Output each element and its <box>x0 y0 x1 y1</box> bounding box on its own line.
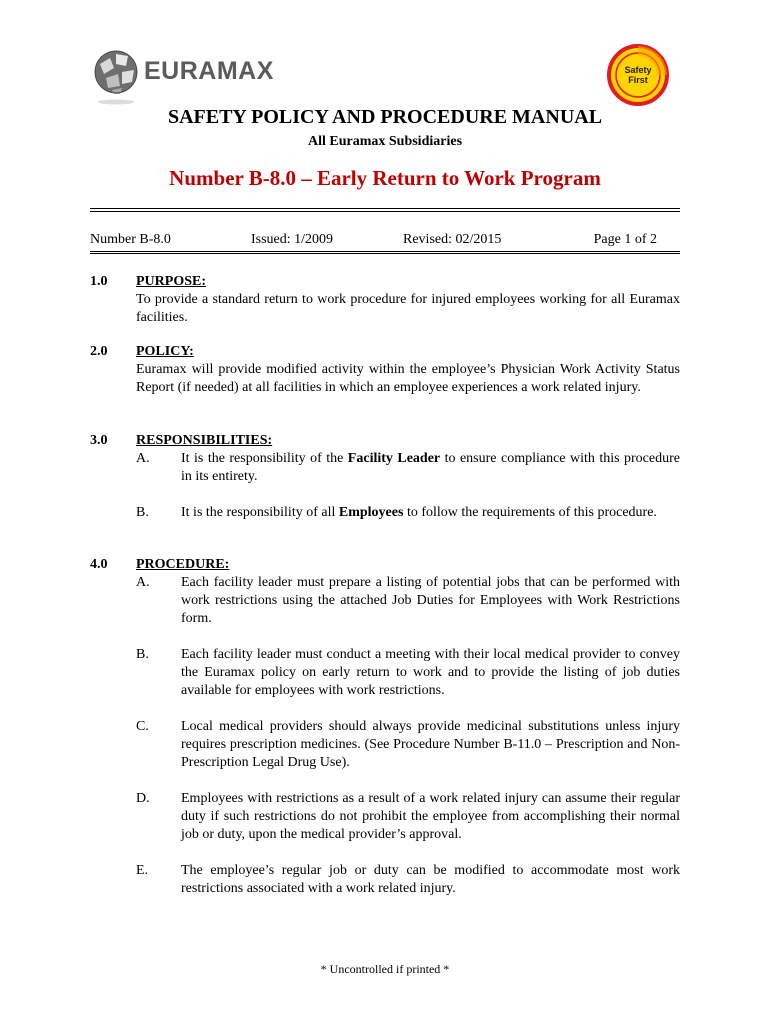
section-heading: RESPONSIBILITIES: <box>136 433 273 448</box>
role-facility-leader: Facility Leader <box>347 451 441 466</box>
meta-page: Page 1 of 2 <box>593 232 657 247</box>
document-title: Number B-8.0 – Early Return to Work Program <box>169 166 601 190</box>
item-letter: B. <box>136 647 149 662</box>
brand-name: EURAMAX <box>144 57 274 85</box>
item-text: Each facility leader must prepare a listing of potential jobs that can be performed with work restrictions using the attached Job Duties for Employees with Work Restrictions form. <box>181 575 680 626</box>
item-text: Employees with restrictions as a result of a work related injury can assume their regular duty if such restrictions do not prohibit the employee from accomplishing their normal job or duty, upon the medical provider’s approval. <box>181 791 680 842</box>
document-meta-row <box>90 232 680 252</box>
item-letter: D. <box>136 791 150 806</box>
list-item <box>136 718 680 772</box>
safety-first-badge-icon <box>607 44 669 106</box>
section-text: Euramax will provide modified activity within the employee’s Physician Work Activity Status Report (if needed) at all facilities in which an employee experiences a work related injury. <box>136 362 680 395</box>
list-item <box>136 574 680 628</box>
section-responsibilities <box>90 432 680 522</box>
item-text: Local medical providers should always provide medicinal substitutions unless injury requires prescription medicines. (See Procedure Number B-11.0 – Prescription and Non-Prescription Legal Drug Use). <box>181 719 680 770</box>
euramax-logo <box>92 44 274 106</box>
section-heading: PURPOSE: <box>136 274 206 289</box>
item-text: It is the responsibility of all Employees to follow the requirements of this procedure. <box>181 505 657 520</box>
globe-logo-icon <box>92 44 142 106</box>
list-item <box>136 646 680 700</box>
footer-note: * Uncontrolled if printed * <box>320 962 450 976</box>
meta-issued: Issued: 1/2009 <box>251 232 334 247</box>
item-text: Each facility leader must conduct a meeting with their local medical provider to convey the Euramax policy on early return to work and to provide the listing of job duties available for employees with work restrictions. <box>181 647 680 698</box>
manual-subtitle: All Euramax Subsidiaries <box>307 134 463 149</box>
list-item <box>136 504 680 522</box>
section-procedure <box>90 556 680 898</box>
list-item <box>136 450 680 486</box>
list-item <box>136 862 680 898</box>
section-number: 3.0 <box>90 433 108 448</box>
list-item <box>136 790 680 844</box>
section-number: 1.0 <box>90 274 108 289</box>
section-heading: POLICY: <box>136 344 194 359</box>
item-text: The employee’s regular job or duty can be modified to accommodate most work restrictions associated with a work related injury. <box>181 863 680 896</box>
item-letter: B. <box>136 505 149 520</box>
meta-revised: Revised: 02/2015 <box>403 232 502 247</box>
title-divider <box>90 208 680 212</box>
item-letter: A. <box>136 575 150 590</box>
section-heading: PROCEDURE: <box>136 557 230 572</box>
meta-number: Number B-8.0 <box>90 232 171 247</box>
badge-line-2: First <box>628 75 648 85</box>
meta-divider <box>90 251 680 254</box>
section-text: To provide a standard return to work procedure for injured employees working for all Euramax facilities. <box>136 292 680 325</box>
role-employees: Employees <box>338 505 404 520</box>
item-text: It is the responsibility of the Facility Leader to ensure compliance with this procedure in its entirety. <box>181 451 680 484</box>
badge-line-1: Safety <box>624 65 652 75</box>
section-number: 2.0 <box>90 344 108 359</box>
section-policy <box>90 343 680 397</box>
section-number: 4.0 <box>90 557 108 572</box>
item-letter: E. <box>136 863 149 878</box>
item-letter: C. <box>136 719 149 734</box>
item-letter: A. <box>136 451 150 466</box>
manual-title: SAFETY POLICY AND PROCEDURE MANUAL <box>167 106 603 128</box>
section-purpose <box>90 273 680 327</box>
